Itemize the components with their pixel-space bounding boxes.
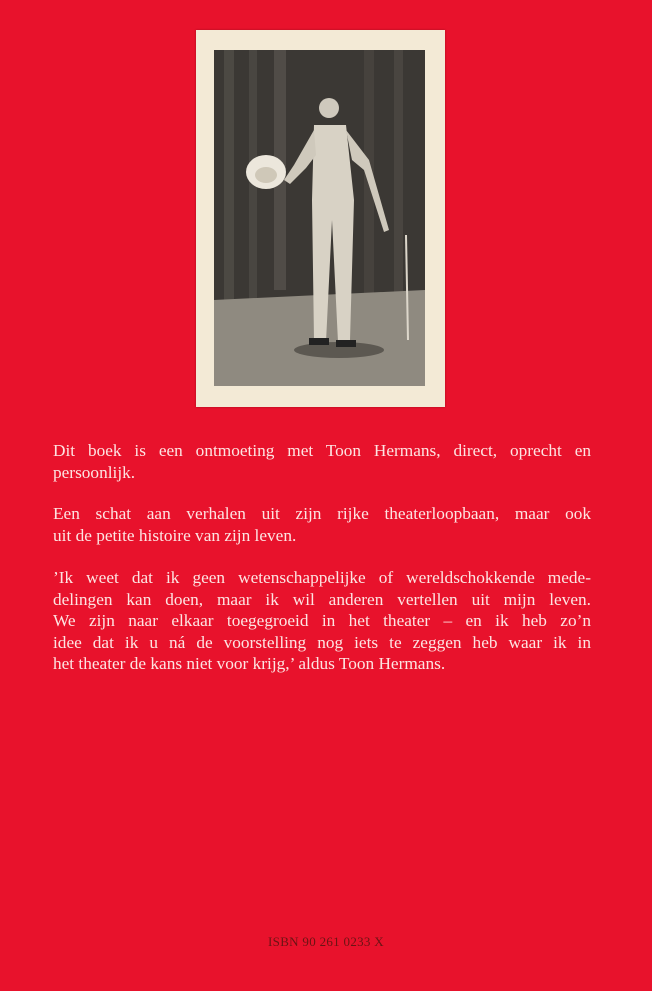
text-line: ’Ik weet dat ik geen wetenschappelijke of wereldschokkende mede- xyxy=(53,568,591,587)
text-line: het theater de kans niet voor krijg,’ aldus Toon Hermans. xyxy=(53,654,446,674)
author-photo xyxy=(214,50,425,386)
text-line: idee dat ik u ná de voorstelling nog iets te zeggen heb waar ik in xyxy=(53,632,591,652)
text-line: We zijn naar elkaar toegegroeid in het theater – en ik heb zo’n xyxy=(53,611,591,631)
man-with-hat-illustration xyxy=(214,50,425,386)
description-paragraph-2 xyxy=(53,503,591,546)
isbn-number: ISBN 90 261 0233 X xyxy=(268,934,384,949)
description-paragraph-1 xyxy=(53,440,591,483)
photo-frame xyxy=(196,30,445,407)
quote-paragraph xyxy=(53,567,591,675)
text-line: delingen kan doen, maar ik wil anderen vertellen uit mijn leven. xyxy=(53,589,591,609)
text-line: Dit boek is een ontmoeting met Toon Hermans, direct, oprecht en xyxy=(53,441,591,460)
text-line: persoonlijk. xyxy=(53,462,136,482)
text-line: Een schat aan verhalen uit zijn rijke theaterloopbaan, maar ook xyxy=(53,504,591,523)
text-line: uit de petite histoire van zijn leven. xyxy=(53,525,297,545)
